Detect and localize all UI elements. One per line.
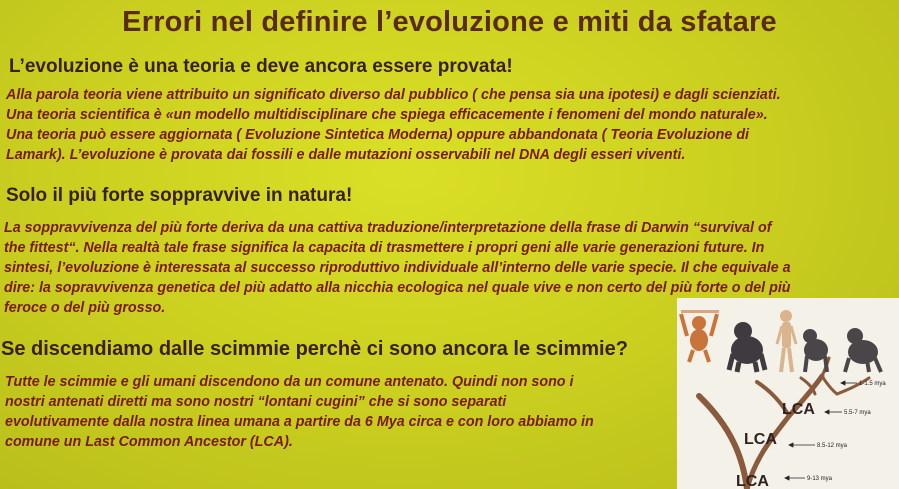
text-line: Lamark). L’evoluzione è provata dai fossili e dalle mutazioni osservabili nel DNA degli esseri viventi. — [6, 147, 686, 163]
paragraph-apes — [5, 372, 670, 452]
heading-apes: Se discendiamo dalle scimmie perchè ci sono ancora le scimmie? — [1, 338, 628, 360]
lca-label-2: LCA — [744, 431, 777, 448]
human-figure — [777, 310, 796, 372]
date-label: 8.5-12 mya — [817, 443, 848, 449]
lca-label-1: LCA — [782, 401, 815, 418]
text-line: nostri antenati diretti ma sono nostri “lontani cugini” che si sono separati — [5, 394, 507, 410]
text-line: Tutte le scimmie e gli umani discendono da un comune antenato. Quindi non sono i — [5, 374, 574, 390]
orangutan-figure — [681, 310, 719, 362]
text-line: Una teoria scientifica è «un modello multidisciplinare che spiega efficacemente i fenomeni del mondo naturale». — [6, 107, 768, 123]
text-line: Una teoria può essere aggiornata ( Evoluzione Sintetica Moderna) oppure abbandonata ( Teoria Evoluzione di — [6, 127, 750, 143]
text-line: the fittest“. Nella realtà tale frase significa la capacita di trasmettere i propri geni alle varie generazioni future. In — [4, 240, 765, 256]
date-label: 5.5-7 mya — [844, 410, 871, 416]
tree-branches — [699, 358, 869, 489]
bonobo-figure — [845, 328, 881, 372]
heading-theory: L’evoluzione è una teoria e deve ancora essere provata! — [9, 56, 513, 77]
text-line: comune un Last Common Ancestor (LCA). — [5, 434, 293, 450]
evolution-tree-illustration — [677, 298, 899, 489]
gorilla-figure — [729, 322, 765, 372]
chimpanzee-figure — [803, 329, 828, 372]
text-line: Alla parola teoria viene attribuito un significato diverso dal pubblico ( che pensa sia una ipotesi) e dagli scienziati. — [6, 87, 781, 103]
evolution-tree-figure — [677, 298, 899, 489]
poster-title: Errori nel definire l’evoluzione e miti da sfatare — [122, 6, 777, 38]
date-label: 1-1.5 mya — [859, 381, 886, 387]
text-line: dire: la sopravvivenza genetica del più adatto alla nicchia ecologica nel quale vive e non certo del più forte o del più — [4, 280, 791, 296]
paragraph-theory — [6, 85, 891, 165]
text-line: La soppravvivenza del più forte deriva da una cattiva traduzione/interpretazione della frase di Darwin “survival of — [4, 220, 772, 236]
lca-label-3: LCA — [736, 473, 769, 489]
text-line: evolutivamente dalla nostra linea umana a partire da 6 Mya circa e con loro abbiamo in — [5, 414, 594, 430]
date-label: 9-13 mya — [807, 476, 833, 482]
text-line: sintesi, l’evoluzione è interessata al successo riproduttivo individuale all’interno delle varie specie. Il che equivale a — [4, 260, 791, 276]
heading-survival: Solo il più forte soppravvive in natura! — [6, 185, 353, 206]
text-line: feroce o del più grosso. — [4, 300, 166, 316]
date-arrows — [785, 381, 857, 480]
